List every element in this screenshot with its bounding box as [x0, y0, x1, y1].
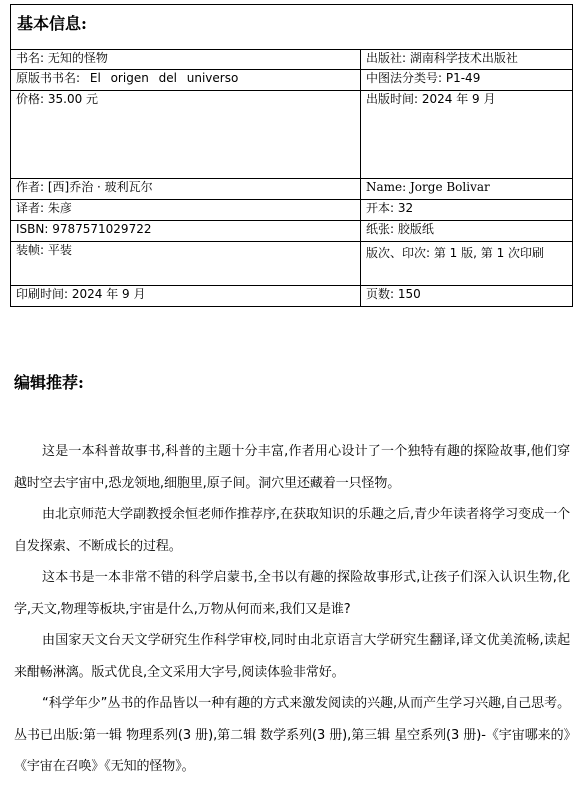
author-name-cell: Name: Jorge Bolivar	[361, 179, 573, 200]
pages-cell: 页数: 150	[361, 286, 573, 307]
price-cell: 价格: 35.00 元	[11, 91, 361, 179]
basic-info-table	[10, 4, 573, 307]
publisher-cell: 出版社: 湖南科学技术出版社	[361, 50, 573, 70]
clc-number-cell: 中图法分类号: P1-49	[361, 70, 573, 91]
book-title-cell: 书名: 无知的怪物	[11, 50, 361, 70]
basic-info-heading: 基本信息:	[11, 5, 573, 50]
edition-cell: 版次、印次: 第 1 版, 第 1 次印刷	[361, 242, 573, 286]
original-title-cell: 原版书书名: El origen del universo	[11, 70, 361, 91]
publish-date-cell: 出版时间: 2024 年 9 月	[361, 91, 573, 179]
recommendation-paragraph: “科学年少”丛书的作品皆以一种有趣的方式来激发阅读的兴趣,从而产生学习兴趣,自己思考。丛书已出版:第一辑 物理系列(3 册),第二辑 数学系列(3 册),第三辑 星空系列(3 册)-《宇宙哪来的》《宇宙在召唤》《无知的怪物》。	[14, 696, 570, 774]
recommendation-paragraph: 这是一本科普故事书,科普的主题十分丰富,作者用心设计了一个独特有趣的探险故事,他们穿越时空去宇宙中,恐龙领地,细胞里,原子间。洞穴里还藏着一只怪物。	[14, 444, 570, 491]
recommendation-body	[14, 436, 570, 783]
recommendation-paragraph: 由北京师范大学副教授余恒老师作推荐序,在获取知识的乐趣之后,青少年读者将学习变成一个自发探索、不断成长的过程。	[14, 507, 570, 554]
print-date-cell: 印刷时间: 2024 年 9 月	[11, 286, 361, 307]
paper-cell: 纸张: 胶版纸	[361, 221, 573, 242]
translator-cell: 译者: 朱彦	[11, 200, 361, 221]
binding-cell: 装帧: 平装	[11, 242, 361, 286]
author-cell: 作者: [西]乔治 · 玻利瓦尔	[11, 179, 361, 200]
recommendation-heading: 编辑推荐:	[14, 373, 84, 392]
recommendation-paragraph: 由国家天文台天文学研究生作科学审校,同时由北京语言大学研究生翻译,译文优美流畅,读起来酣畅淋漓。版式优良,全文采用大字号,阅读体验非常好。	[14, 633, 570, 680]
format-cell: 开本: 32	[361, 200, 573, 221]
isbn-cell: ISBN: 9787571029722	[11, 221, 361, 242]
recommendation-paragraph: 这本书是一本非常不错的科学启蒙书,全书以有趣的探险故事形式,让孩子们深入认识生物,化学,天文,物理等板块,宇宙是什么,万物从何而来,我们又是谁?	[14, 570, 570, 617]
